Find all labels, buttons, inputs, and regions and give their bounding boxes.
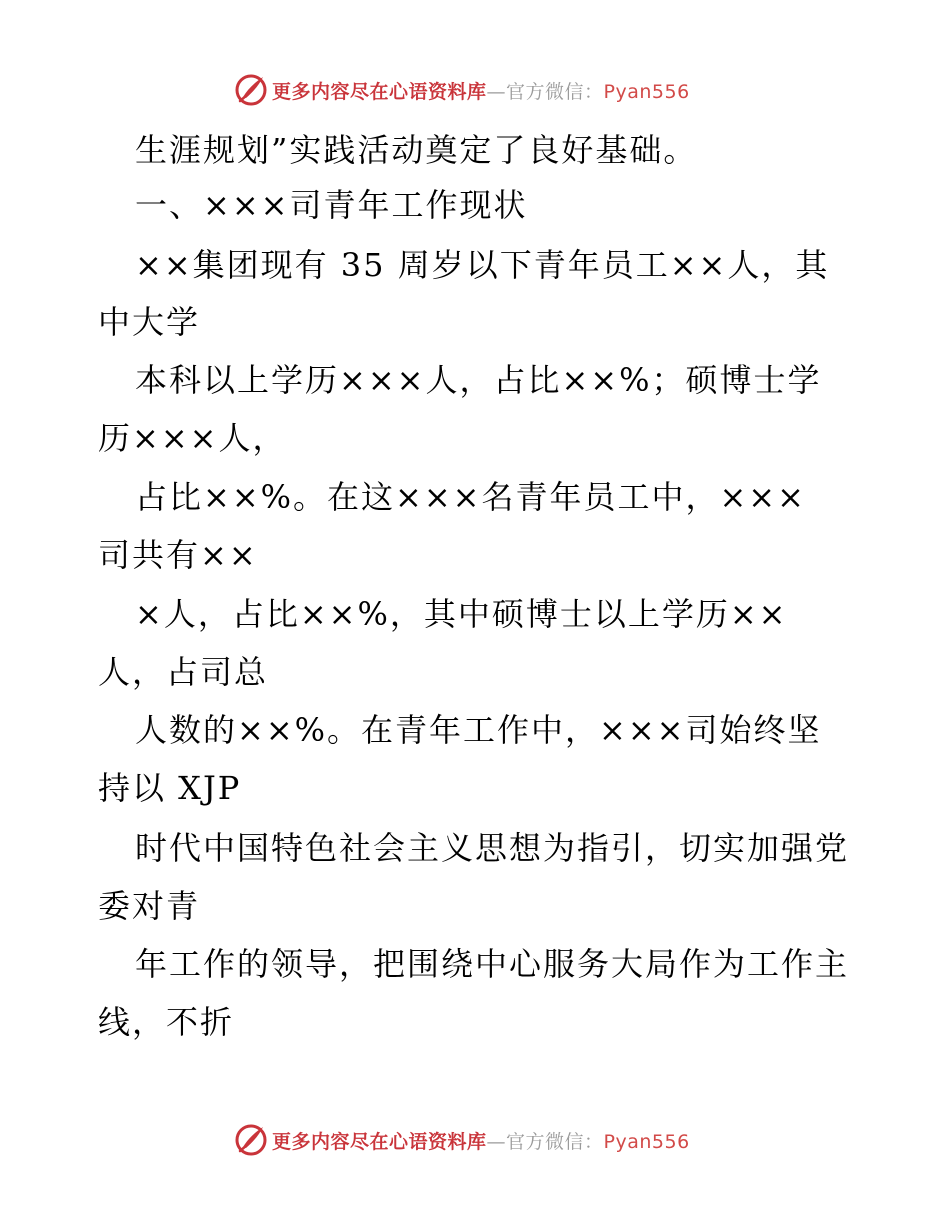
body-line: 委对青	[98, 887, 201, 925]
footer-banner-title: 更多内容尽在心语资料库	[272, 1130, 487, 1153]
quill-logo-icon	[234, 1123, 268, 1157]
header-banner-text	[272, 77, 690, 104]
header-banner-title: 更多内容尽在心语资料库	[272, 80, 487, 103]
body-line: 生涯规划”实践活动奠定了良好基础。	[135, 131, 698, 169]
body-line: 人，占司总	[98, 653, 269, 691]
body-line: ××集团现有 35 周岁以下青年员工××人，其	[135, 246, 830, 284]
footer-banner-separator: —	[486, 1130, 507, 1153]
body-line: 线，不折	[98, 1003, 235, 1041]
footer-banner-text	[272, 1127, 690, 1154]
body-line: 时代中国特色社会主义思想为指引，切实加强党	[135, 829, 850, 867]
body-line: 司共有××	[98, 536, 258, 574]
header-banner-separator: —	[486, 80, 507, 103]
footer-wechat-id: Pyan556	[603, 1130, 690, 1153]
body-line: 持以 XJP	[98, 769, 242, 807]
header-banner	[234, 72, 690, 108]
body-line: 中大学	[98, 303, 201, 341]
body-line: 历×××人，	[98, 419, 287, 457]
quill-logo-icon	[234, 73, 268, 107]
section-heading: 一、×××司青年工作现状	[135, 186, 528, 224]
body-line: 人数的××%。在青年工作中，×××司始终坚	[135, 711, 822, 749]
body-line: ×人，占比××%，其中硕博士以上学历××	[135, 595, 788, 633]
body-line: 年工作的领导，把围绕中心服务大局作为工作主	[135, 945, 850, 983]
footer-wechat-label: 官方微信：	[506, 1130, 604, 1153]
header-wechat-id: Pyan556	[603, 80, 690, 103]
header-wechat-label: 官方微信：	[506, 80, 604, 103]
body-line: 本科以上学历×××人，占比××%；硕博士学	[135, 361, 822, 399]
body-line: 占比××%。在这×××名青年员工中，×××	[135, 478, 806, 516]
footer-banner	[234, 1122, 690, 1158]
